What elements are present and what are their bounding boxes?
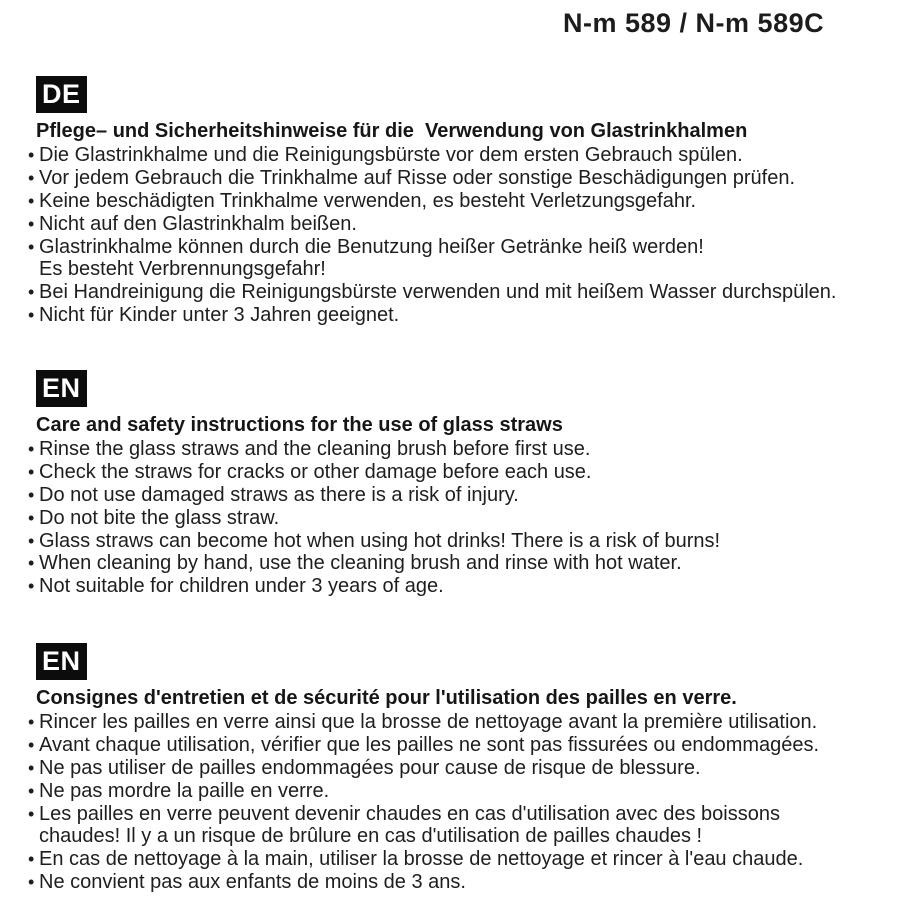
instruction-list-de: [28, 144, 910, 326]
bullet-marker: •: [28, 757, 35, 778]
language-badge-de: DE: [36, 76, 87, 113]
bullet-marker: •: [28, 462, 35, 483]
bullet-marker: •: [28, 712, 35, 733]
instruction-line: • When cleaning by hand, use the cleaning brush and rinse with hot water.: [28, 552, 682, 575]
instruction-line: • Bei Handreinigung die Reinigungsbürste verwenden und mit heißem Wasser durchspülen.: [28, 281, 837, 304]
bullet-marker: •: [28, 530, 35, 551]
bullet-marker: •: [28, 576, 35, 597]
section-heading-fr: Consignes d'entretien et de sécurité pour l'utilisation des pailles en verre.: [36, 687, 737, 710]
bullet-marker: •: [28, 213, 35, 234]
instruction-line: • Check the straws for cracks or other damage before each use.: [28, 461, 592, 484]
instruction-line: • Ne pas utiliser de pailles endommagées pour cause de risque de blessure.: [28, 756, 701, 779]
bullet-marker: •: [28, 304, 35, 325]
instruction-line: • Ne convient pas aux enfants de moins de 3 ans.: [28, 870, 466, 893]
section-en: [28, 370, 910, 598]
bullet-marker: •: [28, 439, 35, 460]
instruction-line: • Glastrinkhalme können durch die Benutzung heißer Getränke heiß werden!: [28, 235, 704, 258]
instruction-line: • Glass straws can become hot when using hot drinks! There is a risk of burns!: [28, 529, 721, 552]
product-code-title: N-m 589 / N-m 589C: [563, 8, 825, 38]
bullet-marker: •: [28, 803, 35, 824]
section-fr: [28, 643, 910, 894]
section-heading-de: Pflege– und Sicherheitshinweise für die Verwendung von Glastrinkhalmen: [36, 120, 748, 143]
instruction-line: • Nicht auf den Glastrinkhalm beißen.: [28, 212, 357, 235]
instruction-line-continuation: Es besteht Verbrennungsgefahr!: [39, 258, 326, 281]
bullet-marker: •: [28, 735, 35, 756]
section-heading-en: Care and safety instructions for the use of glass straws: [36, 414, 563, 437]
bullet-marker: •: [28, 190, 35, 211]
instruction-line: • Do not use damaged straws as there is a risk of injury.: [28, 483, 519, 506]
instruction-line: • En cas de nettoyage à la main, utiliser la brosse de nettoyage et rincer à l'eau chaude.: [28, 848, 804, 871]
instruction-line: • Les pailles en verre peuvent devenir chaudes en cas d'utilisation avec des boissons: [28, 802, 780, 825]
bullet-marker: •: [28, 236, 35, 257]
bullet-marker: •: [28, 484, 35, 505]
instruction-line: • Avant chaque utilisation, vérifier que les pailles ne sont pas fissurées ou endommagées.: [28, 734, 820, 757]
instruction-line: • Keine beschädigten Trinkhalme verwenden, es besteht Verletzungsgefahr.: [28, 189, 697, 212]
instruction-line: • Die Glastrinkhalme und die Reinigungsbürste vor dem ersten Gebrauch spülen.: [28, 144, 743, 167]
instruction-line: • Nicht für Kinder unter 3 Jahren geeignet.: [28, 303, 400, 326]
instruction-line: • Rincer les pailles en verre ainsi que la brosse de nettoyage avant la première utilisation.: [28, 711, 818, 734]
instruction-line: • Do not bite the glass straw.: [28, 506, 280, 529]
instruction-line: • Ne pas mordre la paille en verre.: [28, 779, 330, 802]
bullet-marker: •: [28, 849, 35, 870]
instruction-line-continuation: chaudes! Il y a un risque de brûlure en cas d'utilisation de pailles chaudes !: [39, 825, 703, 848]
bullet-marker: •: [28, 507, 35, 528]
instruction-line: • Vor jedem Gebrauch die Trinkhalme auf Risse oder sonstige Beschädigungen prüfen.: [28, 167, 796, 190]
bullet-marker: •: [28, 282, 35, 303]
language-badge-en: EN: [36, 370, 87, 407]
instruction-list-en: [28, 438, 910, 598]
instruction-line: • Not suitable for children under 3 years of age.: [28, 575, 444, 598]
bullet-marker: •: [28, 145, 35, 166]
section-de: [28, 76, 910, 327]
bullet-marker: •: [28, 780, 35, 801]
instruction-list-fr: [28, 711, 910, 893]
instruction-line: • Rinse the glass straws and the cleaning brush before first use.: [28, 438, 591, 461]
language-badge-fr: EN: [36, 643, 87, 680]
bullet-marker: •: [28, 168, 35, 189]
bullet-marker: •: [28, 553, 35, 574]
bullet-marker: •: [28, 871, 35, 892]
